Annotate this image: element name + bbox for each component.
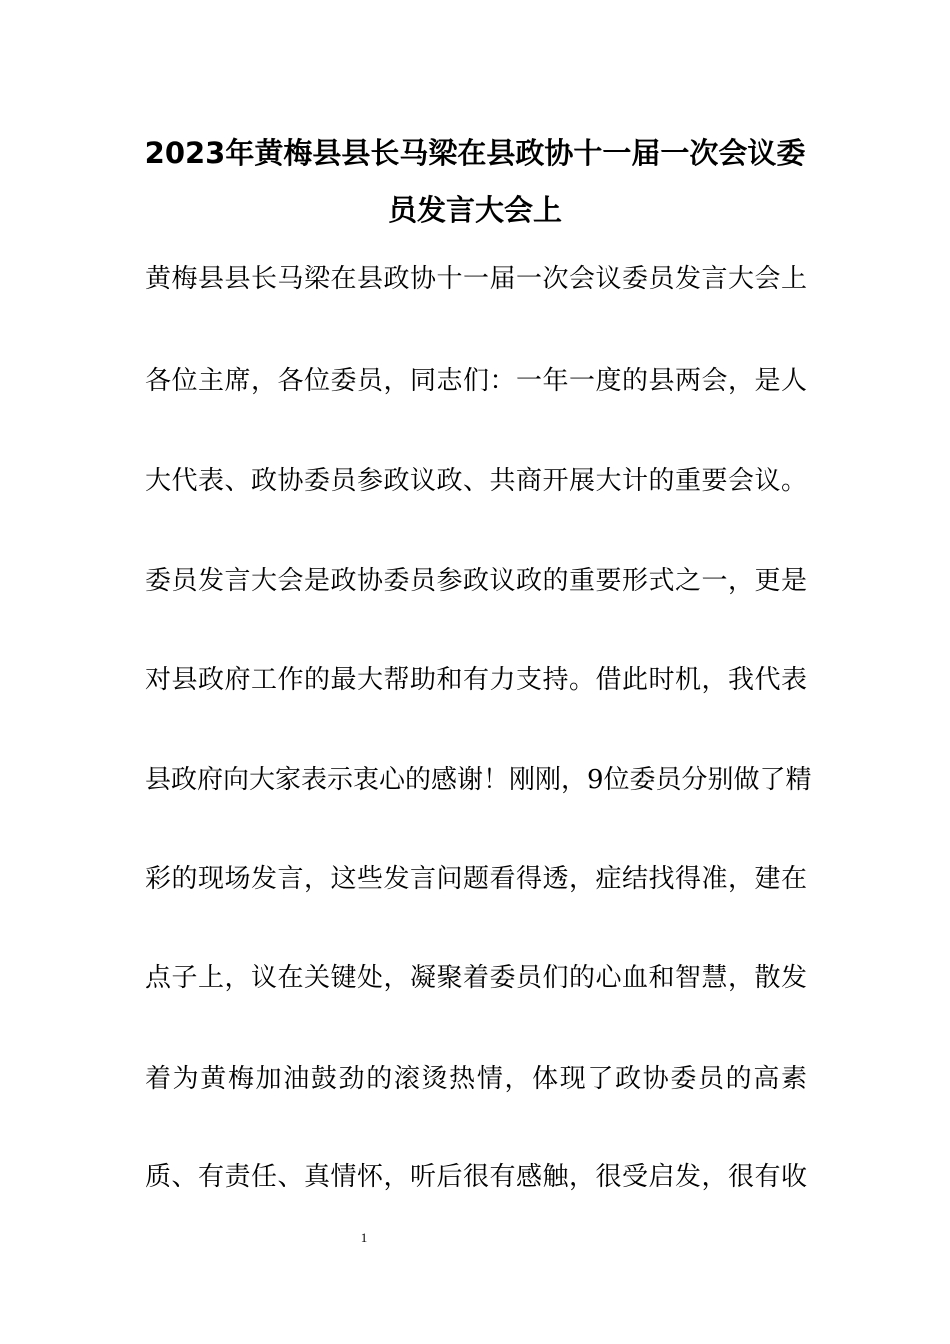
body-line: 点子上，议在关键处，凝聚着委员们的心血和智慧，散发 [145, 963, 807, 993]
body-line: 质、有责任、真情怀，听后很有感触，很受启发，很有收 [145, 1162, 807, 1192]
body-line: 县政府向大家表示衷心的感谢！刚刚，9位委员分别做了精 [145, 765, 812, 795]
body-line: 着为黄梅加油鼓劲的滚烫热情，体现了政协委员的高素 [145, 1064, 807, 1094]
document-title-line-2: 员发言大会上 [387, 193, 562, 227]
body-line: 委员发言大会是政协委员参政议政的重要形式之一，更是 [145, 566, 807, 596]
document-title-line-1: 2023年黄梅县县长马梁在县政协十一届一次会议委 [144, 136, 806, 170]
body-line: 大代表、政协委员参政议政、共商开展大计的重要会议。 [145, 466, 807, 496]
body-line: 彩的现场发言，这些发言问题看得透，症结找得准，建在 [145, 864, 807, 894]
page-number: 1 [360, 1230, 368, 1245]
body-line: 各位主席，各位委员，同志们：一年一度的县两会，是人 [145, 366, 807, 396]
body-line: 黄梅县县长马梁在县政协十一届一次会议委员发言大会上 [145, 264, 807, 294]
body-line: 对县政府工作的最大帮助和有力支持。借此时机，我代表 [145, 665, 807, 695]
